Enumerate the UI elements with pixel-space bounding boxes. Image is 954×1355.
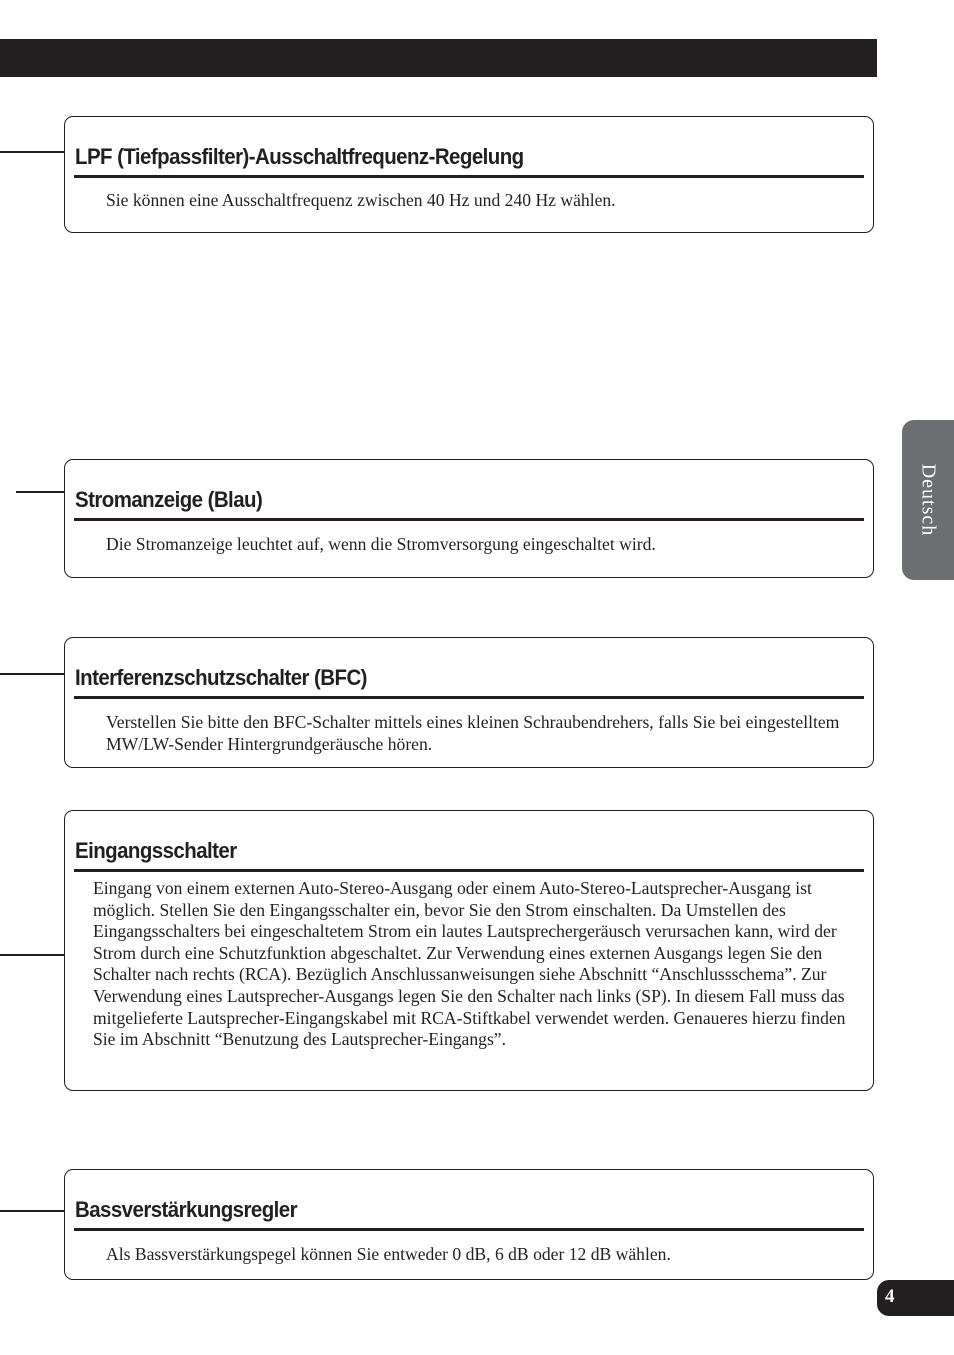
language-tab [902,420,954,580]
leader-line-power [16,491,64,493]
section-title: LPF (Tiefpassfilter)-Ausschaltfrequenz-Regelung [75,144,524,169]
section-body: Eingang von einem externen Auto-Stereo-Ausgang oder einem Auto-Stereo-Lautsprecher-Ausgang ist möglich. Stellen Sie den Eingangsschalter ein, bevor Sie den Strom einschalten. Da Umstellen des Eingangsschalters bei eingeschaltetem Strom ein lautes Lautsprechergeräusch verursachen kann, wird der Strom durch eine Schutzfunktion abgeschaltet. Zur Verwendung eines externen Ausgangs legen Sie den Schalter nach rechts (RCA). Bezüglich Anschlussanweisungen siehe Abschnitt “Anschlussschema”. Zur Verwendung eines Lautsprecher-Ausgangs legen Sie den Schalter nach links (SP). In diesem Fall muss das mitgelieferte Lautsprecher-Eingangskabel mit RCA-Stiftkabel verwendet werden. Genaueres hierzu finden Sie im Abschnitt “Benutzung des Lautsprecher-Eingangs”. [93,878,846,1050]
section-title: Interferenzschutzschalter (BFC) [75,665,367,690]
section-title: Eingangsschalter [75,838,237,863]
title-rule [74,1228,864,1231]
leader-line-bfc [0,673,64,675]
section-body: Verstellen Sie bitte den BFC-Schalter mittels eines kleinen Schraubendrehers, falls Sie bei eingestelltem MW/LW-Sender Hintergrundgeräusche hören. [106,712,840,754]
title-rule [74,869,864,872]
section-lpf [64,116,874,233]
section-title: Stromanzeige (Blau) [75,487,263,512]
section-body: Als Bassverstärkungspegel können Sie entweder 0 dB, 6 dB oder 12 dB wählen. [106,1244,671,1264]
leader-line-bass [0,1210,64,1212]
section-bass-boost [64,1169,874,1280]
leader-line-input [0,954,64,956]
page-number-tab [877,1280,954,1316]
section-body: Die Stromanzeige leuchtet auf, wenn die Stromversorgung eingeschaltet wird. [106,534,656,554]
header-bar [0,39,877,77]
section-body: Sie können eine Ausschaltfrequenz zwischen 40 Hz und 240 Hz wählen. [106,190,616,210]
title-rule [74,175,864,178]
section-input-switch [64,810,874,1091]
leader-line-lpf [0,151,64,153]
title-rule [74,696,864,699]
section-title: Bassverstärkungsregler [75,1197,298,1222]
section-bfc-switch [64,637,874,768]
section-power-indicator [64,459,874,578]
language-tab-label: Deutsch [917,463,940,537]
title-rule [74,518,864,521]
page-number: 4 [885,1286,895,1307]
